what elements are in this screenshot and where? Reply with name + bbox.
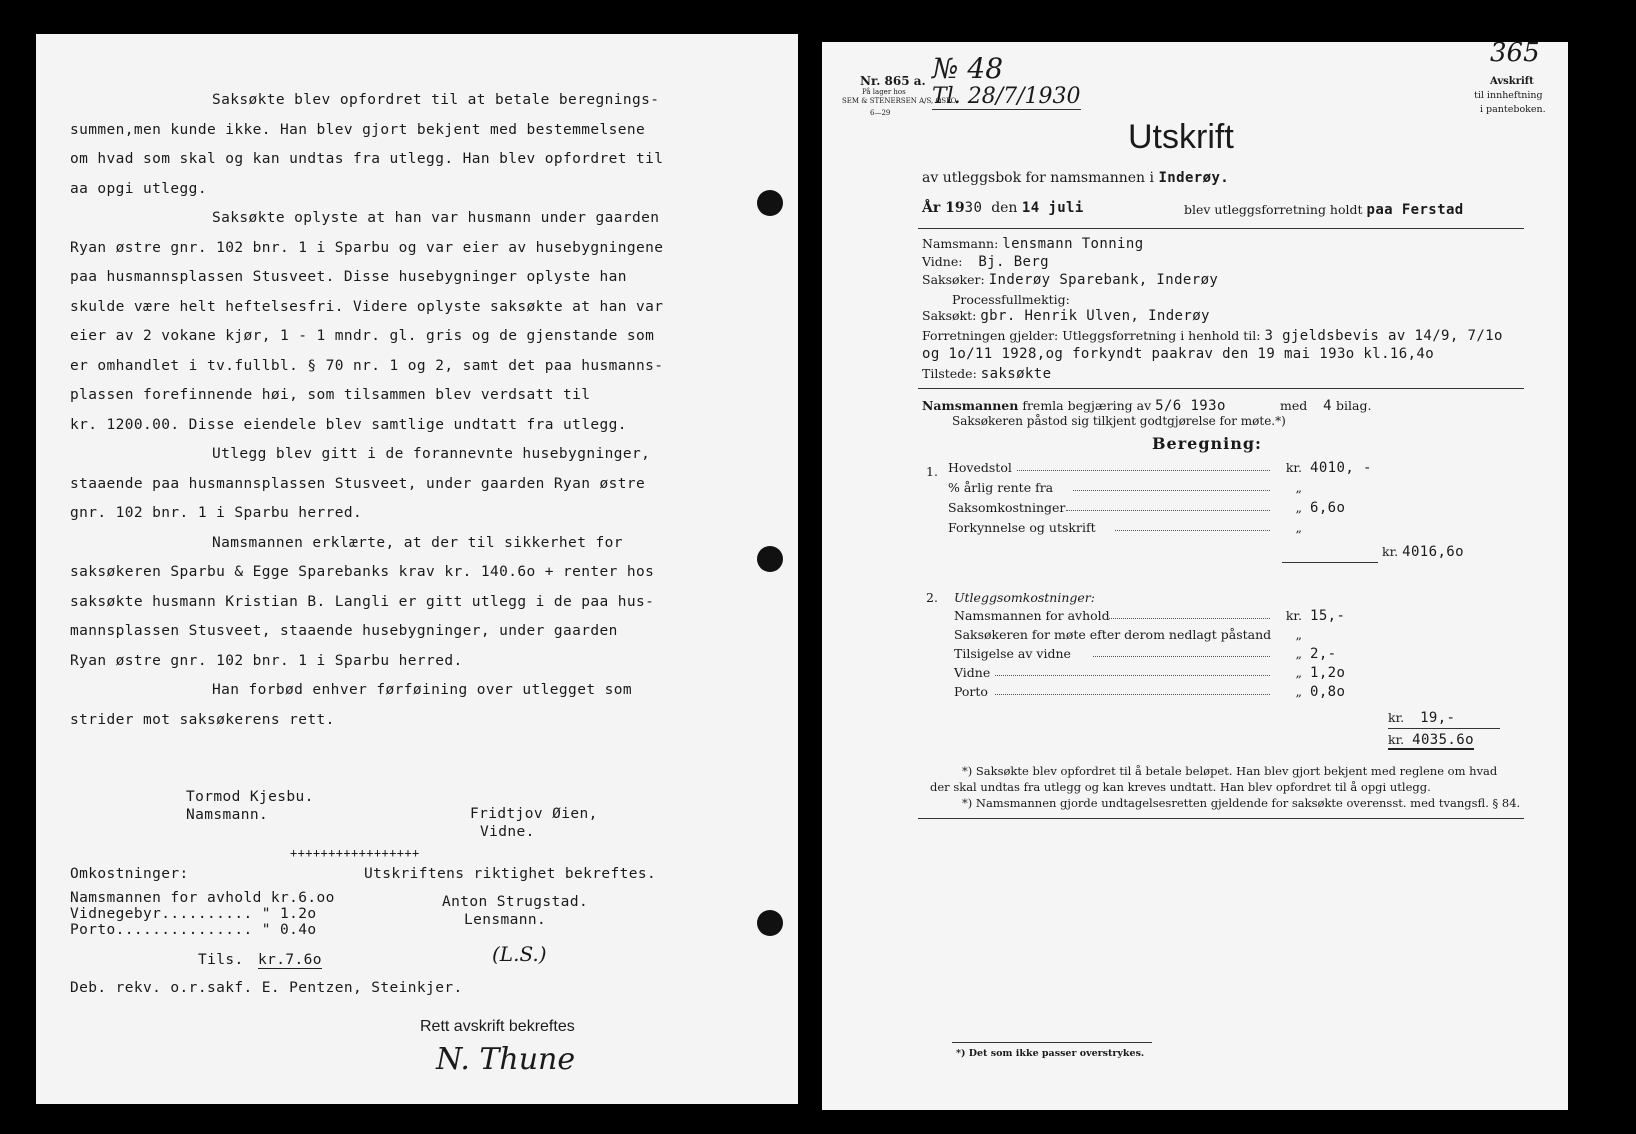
body-line: aa opgi utlegg.	[70, 180, 207, 197]
divider	[918, 228, 1524, 229]
body-line: kr. 1200.00. Disse eiendele blev samtlige undtatt fra utlegg.	[70, 416, 627, 433]
ls-mark: (L.S.)	[492, 942, 547, 966]
total-label: Tils.	[198, 952, 244, 968]
form-number: Nr. 865 a.	[860, 74, 926, 88]
calc-row	[954, 627, 1406, 642]
calc-prefix: „	[1295, 500, 1302, 515]
calc-prefix: „	[1295, 665, 1302, 680]
prosess-line: Processfullmektig:	[952, 292, 1070, 307]
bottom-note: *) Det som ikke passer overstrykes.	[956, 1048, 1145, 1059]
signer-right-name: Fridtjov Øien,	[470, 806, 598, 822]
cost-row: Porto............... " 0.4o	[70, 922, 317, 938]
sum-rule	[1282, 562, 1378, 563]
pastod-line: Saksøkeren påstod sig tilkjent godtgjørelse for møte.*)	[952, 414, 1286, 428]
signer-right-title: Vidne.	[480, 824, 535, 840]
calc-row	[948, 520, 1406, 535]
document-title: Utskrift	[1128, 118, 1234, 156]
body-line: saksøkte husmann Kristian B. Langli er gitt utlegg i de paa hus-	[70, 593, 655, 610]
calc-amount: 1,2o	[1310, 665, 1346, 681]
deb-line: Deb. rekv. o.r.sakf. E. Pentzen, Steinkjer.	[70, 980, 463, 996]
subtitle: av utleggsbok for namsmannen i Inderøy.	[922, 170, 1230, 186]
vidne-line: Vidne: Bj. Berg	[922, 254, 1050, 270]
calc-row	[954, 608, 1406, 623]
body-line: strider mot saksøkerens rett.	[70, 711, 335, 728]
calc-prefix: „	[1295, 480, 1302, 495]
dot-leader	[1107, 618, 1270, 619]
calc-label: Saksomkostninger	[948, 500, 1066, 515]
calc-prefix: „	[1295, 520, 1302, 535]
handwritten-number: № 48	[932, 52, 1004, 85]
calc-row	[954, 646, 1406, 661]
calc-label: Vidne	[954, 665, 991, 680]
calc-row	[948, 500, 1406, 515]
bilag-line: med 4 bilag.	[1280, 398, 1372, 414]
calc-label: Forkynnelse og utskrift	[948, 520, 1096, 535]
calc-label: Saksøkeren for møte efter derom nedlagt påstand	[954, 627, 1272, 642]
held-line: blev utleggsforretning holdt paa Ferstad	[1184, 202, 1464, 218]
dot-leader	[1073, 490, 1270, 491]
calc-row	[954, 665, 1406, 680]
corner-note-3: i panteboken.	[1480, 104, 1546, 115]
body-line: gnr. 102 bnr. 1 i Sparbu herred.	[70, 505, 363, 521]
calc-label: Tilsigelse av vidne	[954, 646, 1071, 661]
calc-label: Namsmannen for avhold	[954, 608, 1110, 623]
divider	[918, 818, 1524, 819]
grand-total: kr. 4035.6o	[1388, 732, 1474, 748]
body-line: om hvad som skal og kan undtas fra utlegg. Han blev opfordret til	[70, 151, 664, 167]
calc-row	[948, 460, 1406, 475]
publisher-line2: SEM & STENERSEN A/S, OSLO	[842, 97, 957, 105]
saksokt-line: Saksøkt: gbr. Henrik Ulven, Inderøy	[922, 308, 1210, 324]
forretning-line-2: og 1o/11 1928,og forkyndt paakrav den 19 mai 193o kl.16,4o	[922, 346, 1435, 362]
body-line: Utlegg blev gitt i de forannevnte husebygninger,	[212, 446, 651, 462]
calc-prefix: „	[1295, 646, 1302, 661]
handwritten-date: Tl. 28/7/1930	[932, 84, 1081, 109]
section1-number: 1.	[926, 464, 938, 479]
body-line: skulde være helt heftelsesfri. Videre oplyste saksøkte at han var	[70, 298, 664, 315]
signer-left-title: Namsmann.	[186, 807, 269, 823]
publisher-line1: På lager hos	[862, 88, 906, 96]
calc-prefix: „	[1295, 627, 1302, 642]
calc-prefix: kr.	[1285, 608, 1302, 623]
stamp-text: Rett avskrift bekreftes	[420, 1018, 575, 1035]
calc-label: Hovedstol	[948, 460, 1012, 475]
fremla-line: Namsmannen fremla begjæring av 5/6 193o	[922, 398, 1226, 414]
body-line: paa husmannsplassen Stusveet. Disse husebygninger oplyste han	[70, 269, 627, 285]
body-line: eier av 2 vokane kjør, 1 - 1 mndr. gl. gris og de gjenstande som	[70, 328, 655, 344]
year-line: År 1930 den 14 juli	[922, 200, 1084, 216]
calc-row	[954, 684, 1406, 699]
body-line: plassen forefinnende høi, som tilsammen blev verdsatt til	[70, 387, 591, 403]
body-line: Namsmannen erklærte, at der til sikkerhet for	[212, 534, 623, 551]
right-page	[822, 38, 1568, 1110]
dot-leader	[995, 675, 1270, 676]
punch-hole	[757, 546, 783, 572]
section1-total: kr. 4016,6o	[1382, 544, 1464, 560]
calc-amount: 6,6o	[1310, 500, 1346, 516]
footnote-rule	[952, 1042, 1152, 1043]
certification-text: Utskriftens riktighet bekreftes.	[364, 866, 657, 882]
namsmann-line: Namsmann: lensmann Tonning	[922, 236, 1144, 252]
corner-note-2: til innheftning	[1474, 90, 1543, 101]
calc-amount: 0,8o	[1310, 684, 1346, 700]
body-line: Saksøkte oplyste at han var husmann under gaarden	[212, 210, 660, 226]
footnote-2: der skal undtas fra utlegg og kan kreves undtatt. Han blev opfordret til å opgi utlegg.	[930, 780, 1431, 794]
body-line: Ryan østre gnr. 102 bnr. 1 i Sparbu herred.	[70, 652, 463, 669]
calc-label: Porto	[954, 684, 988, 699]
left-page	[36, 34, 798, 1104]
page-number: 365	[1490, 38, 1540, 68]
section2-title: Utleggsomkostninger:	[954, 590, 1095, 605]
signature: N. Thune	[436, 1042, 576, 1077]
cost-row: Vidnegebyr.......... " 1.2o	[70, 906, 317, 922]
body-line: mannsplassen Stusveet, staaende husebygninger, under gaarden	[70, 623, 618, 639]
calc-prefix: „	[1295, 684, 1302, 699]
dot-leader	[1017, 470, 1270, 471]
corner-note-1: Avskrift	[1490, 76, 1534, 87]
divider	[918, 388, 1524, 389]
total-amount: kr.7.6o	[258, 952, 322, 968]
lensmann-title: Lensmann.	[464, 912, 547, 928]
body-line: er omhandlet i tv.fullbl. § 70 nr. 1 og 2, samt det paa husmanns-	[70, 357, 664, 374]
body-line: Ryan østre gnr. 102 bnr. 1 i Sparbu og var eier av husebygningene	[70, 239, 664, 256]
calc-label: % årlig rente fra	[948, 480, 1054, 495]
body-line: Saksøkte blev opfordret til at betale beregnings-	[212, 92, 660, 108]
beregning-title: Beregning:	[1152, 434, 1262, 453]
calc-amount: 15,-	[1310, 608, 1346, 624]
calc-row	[948, 480, 1406, 495]
section2-total: kr. 19,-	[1388, 710, 1456, 726]
body-line: saksøkeren Sparbu & Egge Sparebanks krav kr. 140.6o + renter hos	[70, 564, 655, 580]
dot-leader	[1066, 510, 1270, 511]
calc-amount: 4010, -	[1310, 460, 1372, 476]
dot-leader	[1115, 530, 1270, 531]
body-line: staaende paa husmannsplassen Stusveet, under gaarden Ryan østre	[70, 475, 646, 492]
body-line: Han forbød enhver førføining over utlegget som	[212, 682, 632, 698]
dot-leader	[1093, 656, 1270, 657]
footnote-3: *) Namsmannen gjorde undtagelsesretten gjeldende for saksøkte overensst. med tvangsfl. § 84.	[962, 796, 1521, 810]
tilstede-line: Tilstede: saksøkte	[922, 366, 1052, 382]
body-line: summen,men kunde ikke. Han blev gjort bekjent med bestemmelsene	[70, 121, 646, 138]
sum-rule	[1388, 728, 1500, 729]
dot-leader	[995, 694, 1270, 695]
calc-prefix: kr.	[1285, 460, 1302, 475]
lensmann-name: Anton Strugstad.	[442, 894, 589, 910]
publisher-line3: 6—29	[870, 109, 891, 117]
saksoker-line: Saksøker: Inderøy Sparebank, Inderøy	[922, 272, 1219, 288]
separator-line: +++++++++++++++++	[290, 846, 420, 860]
punch-hole	[757, 910, 783, 936]
calc-amount: 2,-	[1310, 646, 1337, 662]
signer-left-name: Tormod Kjesbu.	[186, 789, 314, 805]
cost-row: Namsmannen for avhold kr.6.oo	[70, 890, 335, 906]
costs-heading: Omkostninger:	[70, 866, 189, 882]
section2-number: 2.	[926, 590, 938, 605]
forretning-line: Forretningen gjelder: Utleggsforretning i henhold til: 3 gjeldsbevis av 14/9, 7/1o	[922, 328, 1503, 344]
punch-hole	[757, 190, 783, 216]
footnote-1: *) Saksøkte blev opfordret til å betale beløpet. Han blev gjort bekjent med reglene om hvad	[962, 764, 1498, 778]
